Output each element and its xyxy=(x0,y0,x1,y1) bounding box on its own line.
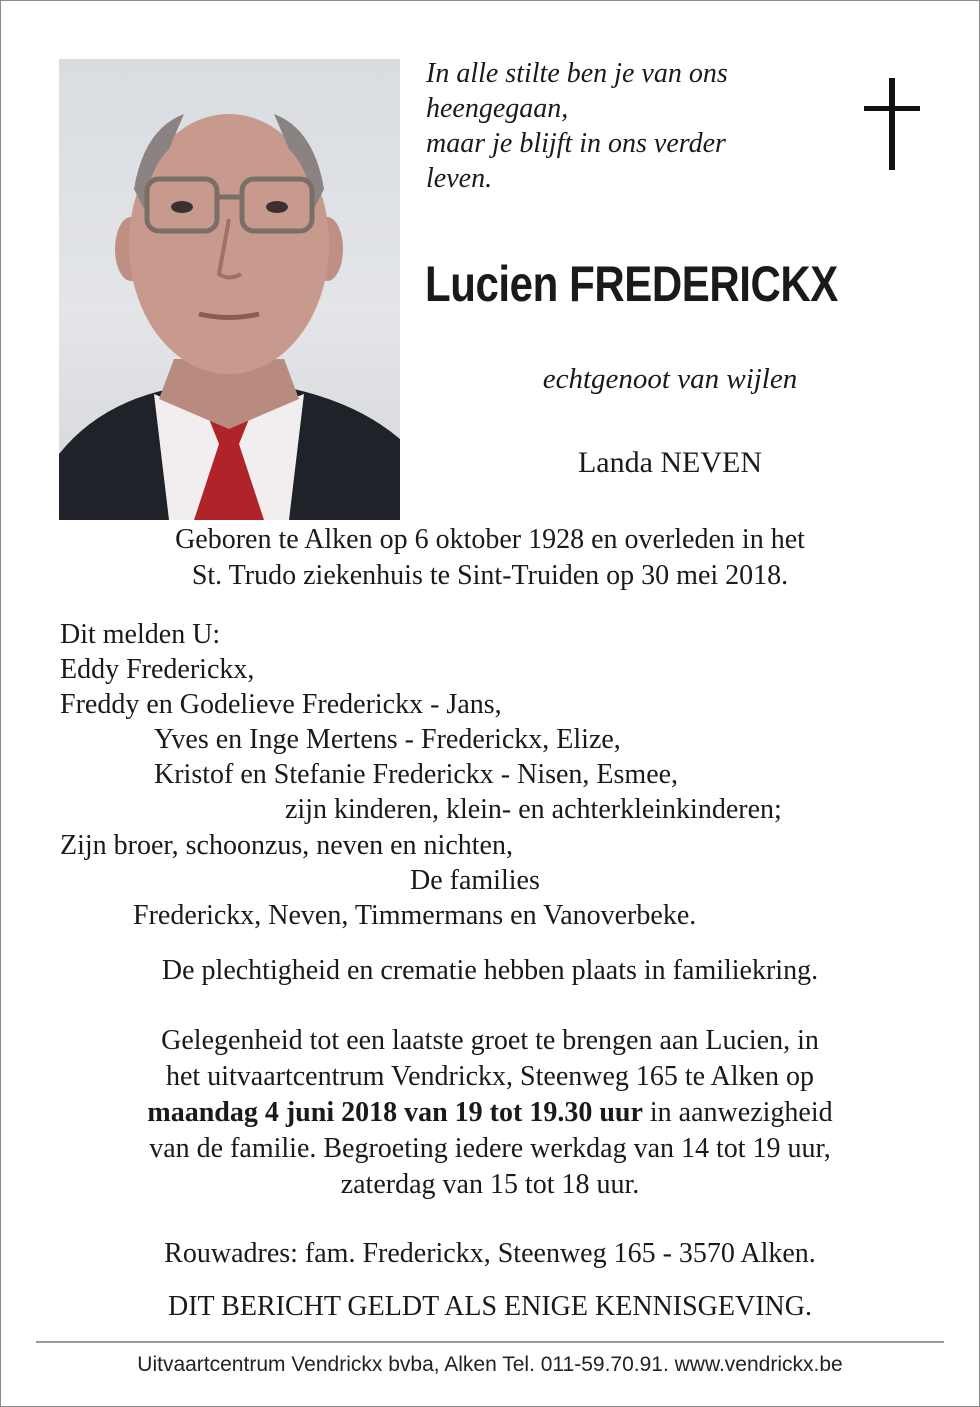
cross-icon xyxy=(864,78,920,170)
visitation-line: van de familie. Begroeting iedere werkdag van 14 tot 19 uur, xyxy=(149,1133,831,1164)
announcers-intro: Dit melden U: xyxy=(60,619,221,650)
visitation-line: zaterdag van 15 tot 18 uur. xyxy=(340,1169,640,1200)
visitation-date: maandag 4 juni 2018 van 19 tot 19.30 uur xyxy=(147,1097,643,1128)
birth-death-line: St. Trudo ziekenhuis te Sint-Truiden op 30 mei 2018. xyxy=(191,560,789,591)
visitation-line-rest: in aanwezigheid xyxy=(642,1097,833,1128)
poem-line: leven. xyxy=(426,163,493,194)
visitation-line: Gelegenheid tot een laatste groet te brengen aan Lucien, in xyxy=(161,1025,819,1056)
announcer-line: Freddy en Godelieve Frederickx - Jans, xyxy=(60,689,502,720)
poem-line: In alle stilte ben je van ons xyxy=(426,58,728,89)
notice-text: DIT BERICHT GELDT ALS ENIGE KENNISGEVING. xyxy=(168,1291,812,1322)
announcer-line: De families xyxy=(410,865,540,896)
announcer-line: zijn kinderen, klein- en achterkleinkinderen; xyxy=(285,794,782,825)
footer-divider xyxy=(36,1341,944,1343)
deceased-name: Lucien FREDERICKX xyxy=(425,256,838,312)
memorial-poem xyxy=(426,56,846,196)
announcer-line: Yves en Inge Mertens - Frederickx, Elize, xyxy=(154,724,621,755)
birth-death-line: Geboren te Alken op 6 oktober 1928 en overleden in het xyxy=(175,524,805,555)
portrait-photo xyxy=(59,59,400,520)
ceremony-text: De plechtigheid en crematie hebben plaats in familiekring. xyxy=(161,955,819,986)
relation-label: echtgenoot van wijlen xyxy=(542,363,798,395)
announcer-line: Frederickx, Neven, Timmermans en Vanoverbeke. xyxy=(133,900,697,931)
spouse-name: Landa NEVEN xyxy=(577,446,763,479)
announcer-line: Kristof en Stefanie Frederickx - Nisen, Esmee, xyxy=(154,759,679,790)
announcer-line: Eddy Frederickx, xyxy=(60,654,255,685)
visitation-line: het uitvaartcentrum Vendrickx, Steenweg 165 te Alken op xyxy=(166,1061,814,1092)
visitation-line xyxy=(40,1096,940,1130)
announcer-line: Zijn broer, schoonzus, neven en nichten, xyxy=(60,830,513,861)
portrait-illustration xyxy=(59,59,400,520)
poem-line: heengegaan, xyxy=(426,93,569,124)
mourning-address: Rouwadres: fam. Frederickx, Steenweg 165 - 3570 Alken. xyxy=(164,1238,816,1269)
poem-line: maar je blijft in ons verder xyxy=(426,128,726,159)
footer-contact: Uitvaartcentrum Vendrickx bvba, Alken Tel. 011-59.70.91. www.vendrickx.be xyxy=(137,1353,843,1376)
